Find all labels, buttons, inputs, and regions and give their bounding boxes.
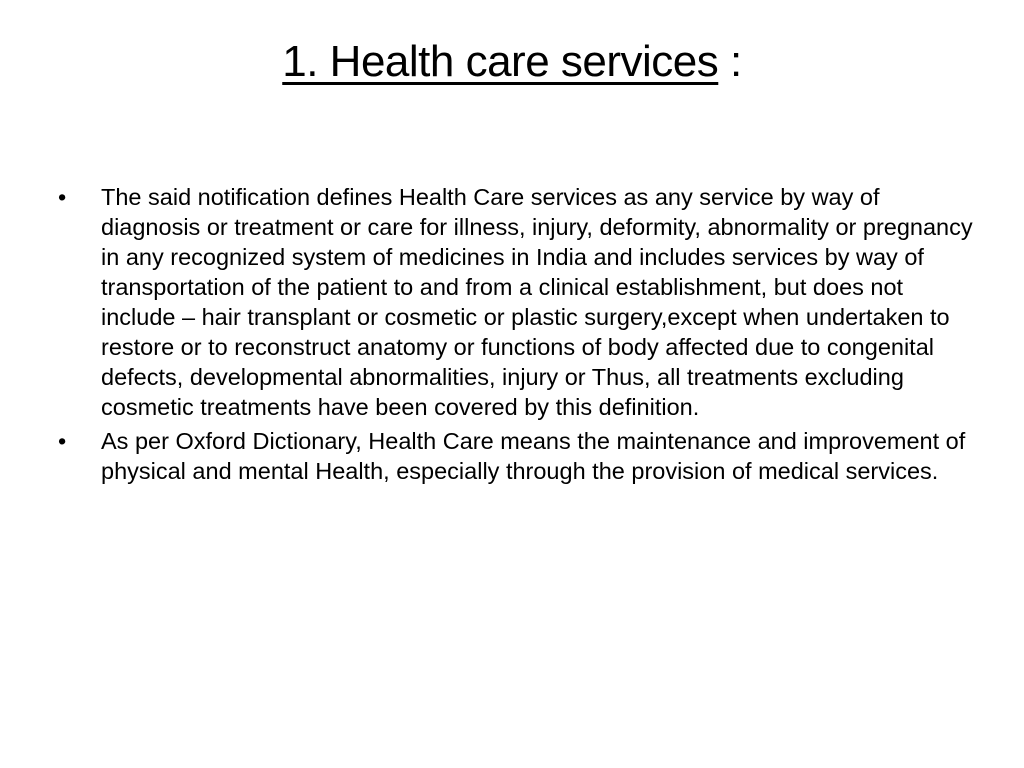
bullet-text: As per Oxford Dictionary, Health Care means the maintenance and improvement of physical and mental Health, especially through the provision of medical services.: [101, 428, 966, 484]
bullet-icon: •: [58, 428, 67, 454]
bullet-item-definition: [58, 182, 978, 422]
bullet-list: [58, 182, 978, 490]
slide-title: [0, 34, 1024, 90]
bullet-item-oxford: [58, 426, 978, 486]
slide-title-main: 1. Health care services: [282, 37, 719, 86]
bullet-icon: •: [58, 184, 67, 210]
slide-title-suffix: :: [718, 37, 742, 86]
bullet-text: The said notification defines Health Care services as any service by way of diagnosis or treatment or care for illness, injury, deformity, abnormality or pregnancy in any recognized system of medicines in India and includes services by way of transportation of the patient to and from a clinical establishment, but does not include – hair transplant or cosmetic or plastic surgery,except when undertaken to restore or to reconstruct anatomy or functions of body affected due to congenital defects, developmental abnormalities, injury or Thus, all treatments excluding cosmetic treatments have been covered by this definition.: [101, 184, 973, 420]
